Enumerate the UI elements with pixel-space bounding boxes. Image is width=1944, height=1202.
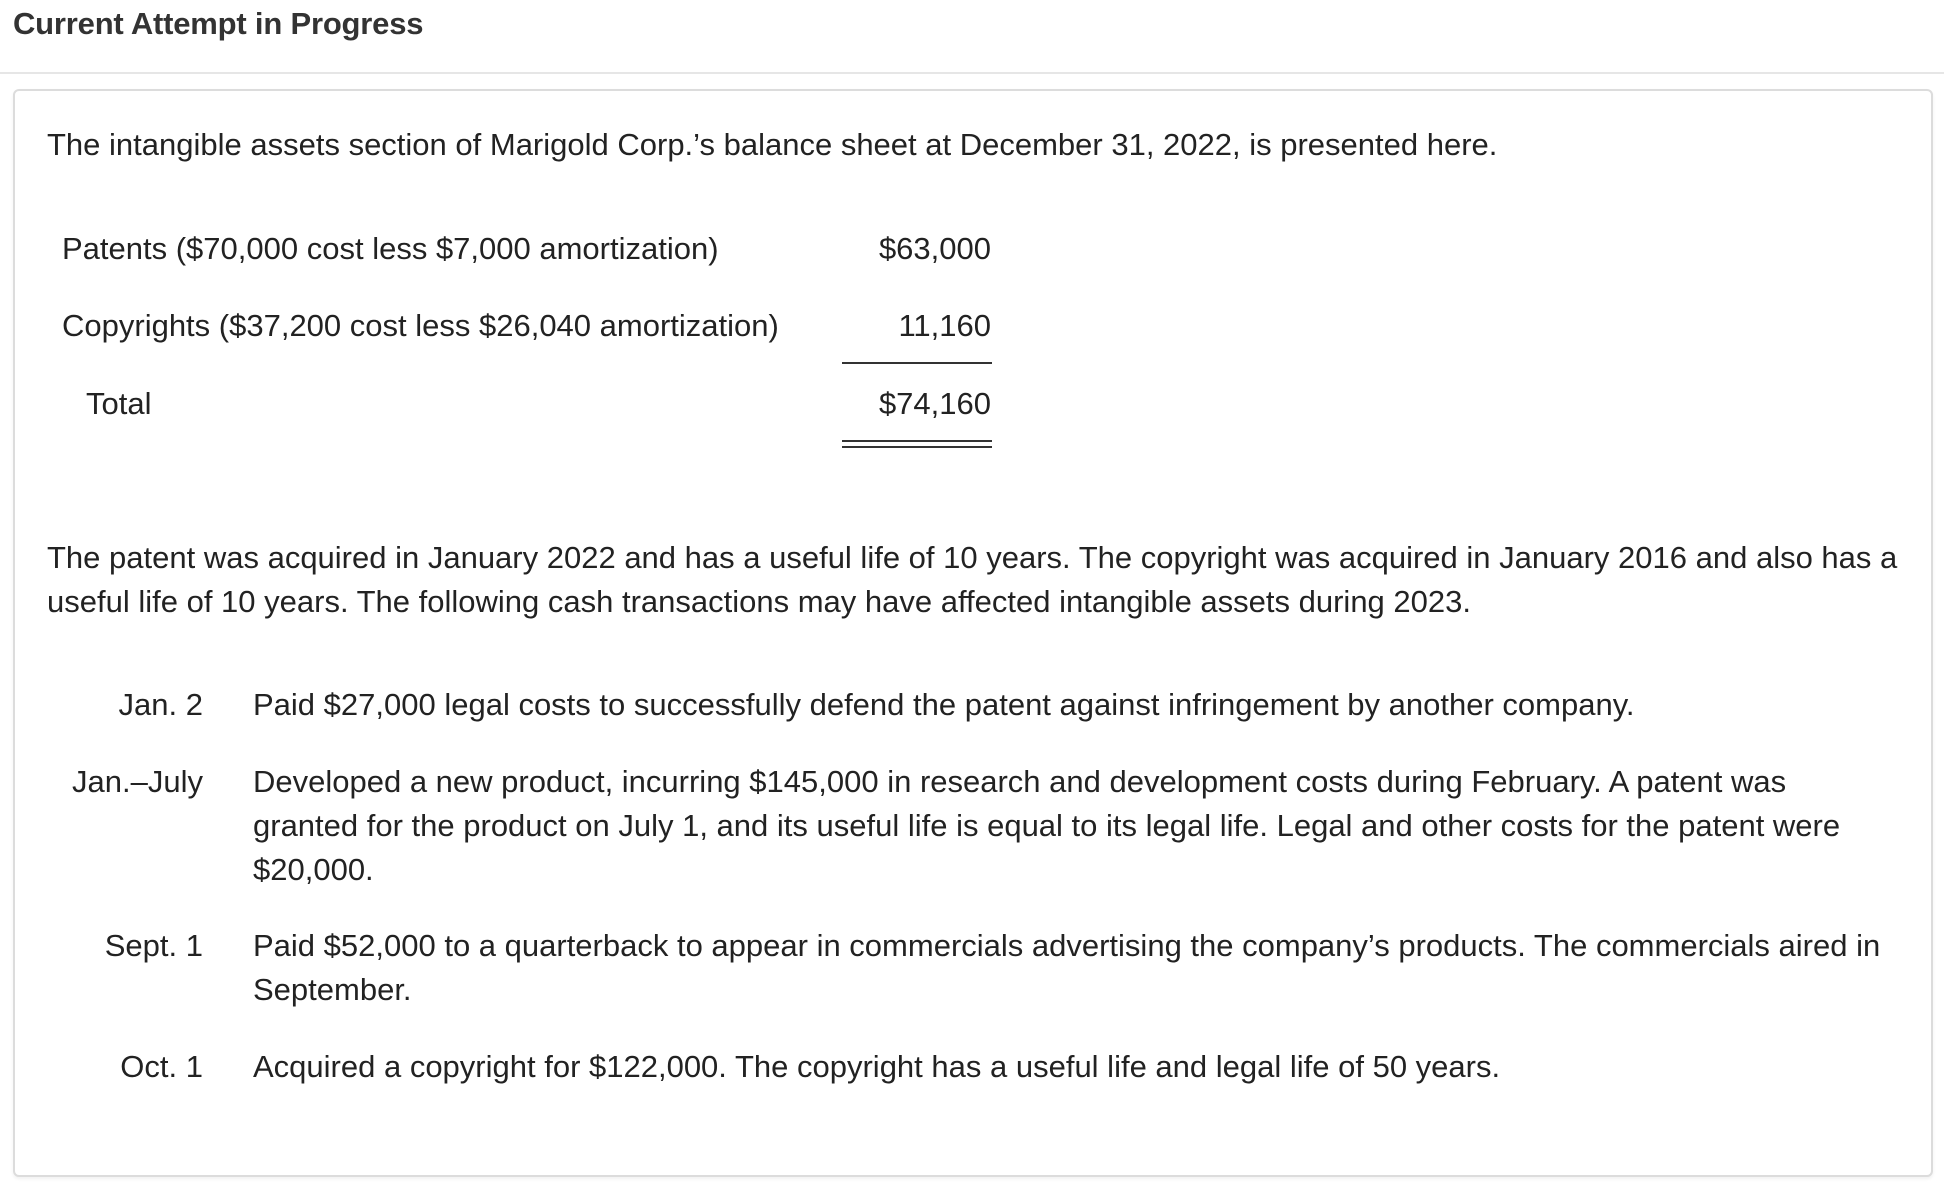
total-label: Total [86,386,152,421]
patents-label: Patents ($70,000 cost less $7,000 amortization) [62,231,719,266]
total-amount: $74,160 [878,386,991,421]
page-header [0,0,1944,74]
context-text: The patent was acquired in January 2022 and has a useful life of 10 years. The copyright was acquired in January 2016 and also has a useful life of 10 years. The following cash transactions may have affected intangible assets during 2023. [47,540,1898,619]
patents-amount: $63,000 [878,231,991,266]
transaction-description: Paid $52,000 to a quarterback to appear in commercials advertising the company’s products. The commercials aired in September. [253,928,1881,1007]
subtotal-rule [842,362,992,364]
balance-sheet-row-total [15,382,1015,426]
total-double-rule [842,440,992,448]
balance-sheet-row-copyrights [15,304,1015,348]
copyrights-label: Copyrights ($37,200 cost less $26,040 amortization) [62,308,779,343]
transaction-description: Acquired a copyright for $122,000. The copyright has a useful life and legal life of 50 years. [253,1049,1501,1084]
transaction-date: Jan.–July [72,764,203,799]
copyrights-amount: 11,160 [898,308,991,343]
transaction-date: Oct. 1 [120,1049,203,1084]
transaction-description: Paid $27,000 legal costs to successfully defend the patent against infringement by another company. [253,687,1635,722]
question-card [13,89,1933,1177]
transaction-date: Jan. 2 [118,687,203,722]
intro-text: The intangible assets section of Marigold Corp.’s balance sheet at December 31, 2022, is presented here. [47,127,1498,162]
transaction-date: Sept. 1 [104,928,203,963]
transaction-description: Developed a new product, incurring $145,000 in research and development costs during February. A patent was granted for the product on July 1, and its useful life is equal to its legal life. Legal and other costs for the patent were $20,000. [253,764,1841,887]
balance-sheet-row-patents [15,227,1015,271]
page-title: Current Attempt in Progress [13,6,424,41]
